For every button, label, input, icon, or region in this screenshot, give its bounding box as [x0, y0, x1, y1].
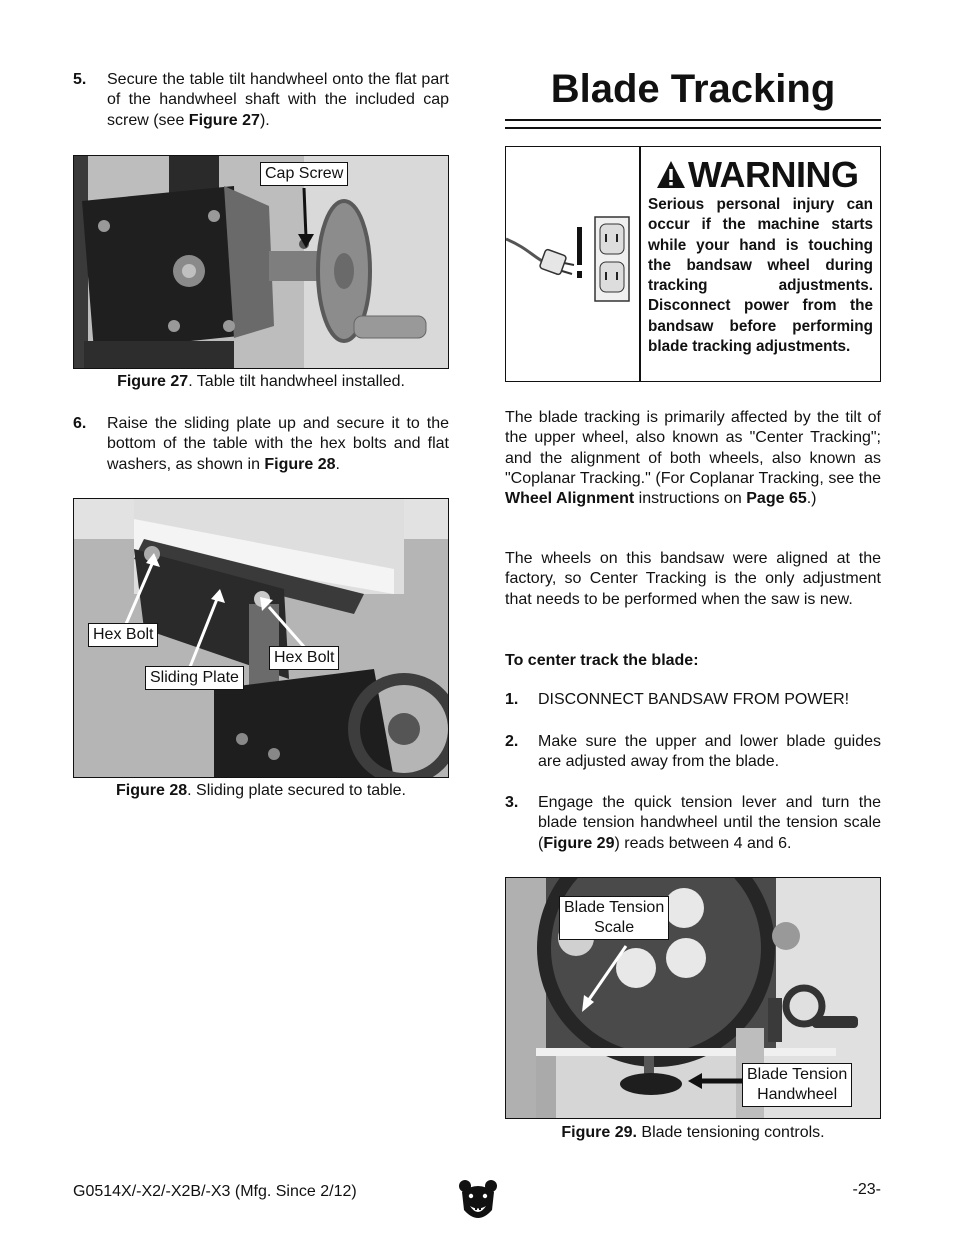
step-text: Make sure the upper and lower blade guides are adjusted away from the blade.: [538, 733, 881, 771]
warning-heading: WARNING: [688, 154, 859, 195]
figure-29-photo: [505, 877, 881, 1119]
callout-blade-tension-scale: Blade Tension Scale: [559, 896, 669, 940]
step-number: 3.: [505, 794, 519, 811]
procedure-subheading: To center track the blade:: [505, 652, 699, 669]
unplug-cord-icon: [506, 147, 636, 379]
callout-hex-bolt-right: Hex Bolt: [269, 646, 339, 670]
step-number: 6.: [73, 415, 87, 432]
step-text: Secure the table tilt handwheel onto the flat part of the handwheel shaft with the included cap screw (see Figure 27).: [107, 71, 449, 129]
title-rule-top: [505, 119, 881, 121]
warning-divider: [639, 147, 641, 381]
figure-28-photo: [73, 498, 449, 778]
figure-27-photo: [73, 155, 449, 369]
callout-hex-bolt-left: Hex Bolt: [88, 623, 158, 647]
callout-sliding-plate: Sliding Plate: [145, 666, 244, 690]
figure-28-caption: Figure 28. Sliding plate secured to table.: [116, 782, 406, 799]
paragraph-factory-alignment: The wheels on this bandsaw were aligned at the factory, so Center Tracking is the only adjustment that needs to be performed when the saw is new.: [505, 550, 881, 608]
step-text: DISCONNECT BANDSAW FROM POWER!: [538, 691, 850, 708]
step-number: 5.: [73, 71, 87, 88]
callout-blade-tension-handwheel: Blade Tension Handwheel: [742, 1063, 852, 1107]
bear-head-logo-icon: [458, 1178, 498, 1224]
step-number: 1.: [505, 691, 519, 708]
warning-header: [656, 155, 872, 195]
table-tilt-handwheel-illustration: [74, 156, 449, 369]
step-number: 2.: [505, 733, 519, 750]
warning-body: Serious personal injury can occur if the machine starts while your hand is touching the bandsaw wheel during tracking adjustments. Disconnect power from the bandsaw before performing blade tracking adjustments.: [648, 196, 873, 356]
figure-27-caption: Figure 27. Table tilt handwheel installed.: [117, 373, 405, 390]
footer-model: G0514X/-X2/-X2B/-X3 (Mfg. Since 2/12): [73, 1183, 357, 1200]
step-text: Raise the sliding plate up and secure it to the bottom of the table with the hex bolts and flat washers, as shown in Figure 28.: [107, 415, 449, 473]
warning-box: [505, 146, 881, 382]
section-title: Blade Tracking: [550, 67, 836, 111]
warning-triangle-icon: [656, 160, 686, 190]
paragraph-tracking-intro: The blade tracking is primarily affected by the tilt of the upper wheel, also known as "Center Tracking"; and the alignment of both wheels, also known as "Coplanar Tracking." (For Coplanar Tracking, see the Wheel Alignment instructions on Page 65.): [505, 409, 881, 508]
step-text: Engage the quick tension lever and turn the blade tension handwheel until the tension scale (Figure 29) reads between 4 and 6.: [538, 794, 881, 852]
callout-cap-screw: Cap Screw: [260, 162, 348, 186]
title-rule-bottom: [505, 127, 881, 129]
figure-29-caption: Figure 29. Blade tensioning controls.: [561, 1124, 825, 1141]
footer-page-number: -23-: [852, 1181, 881, 1198]
